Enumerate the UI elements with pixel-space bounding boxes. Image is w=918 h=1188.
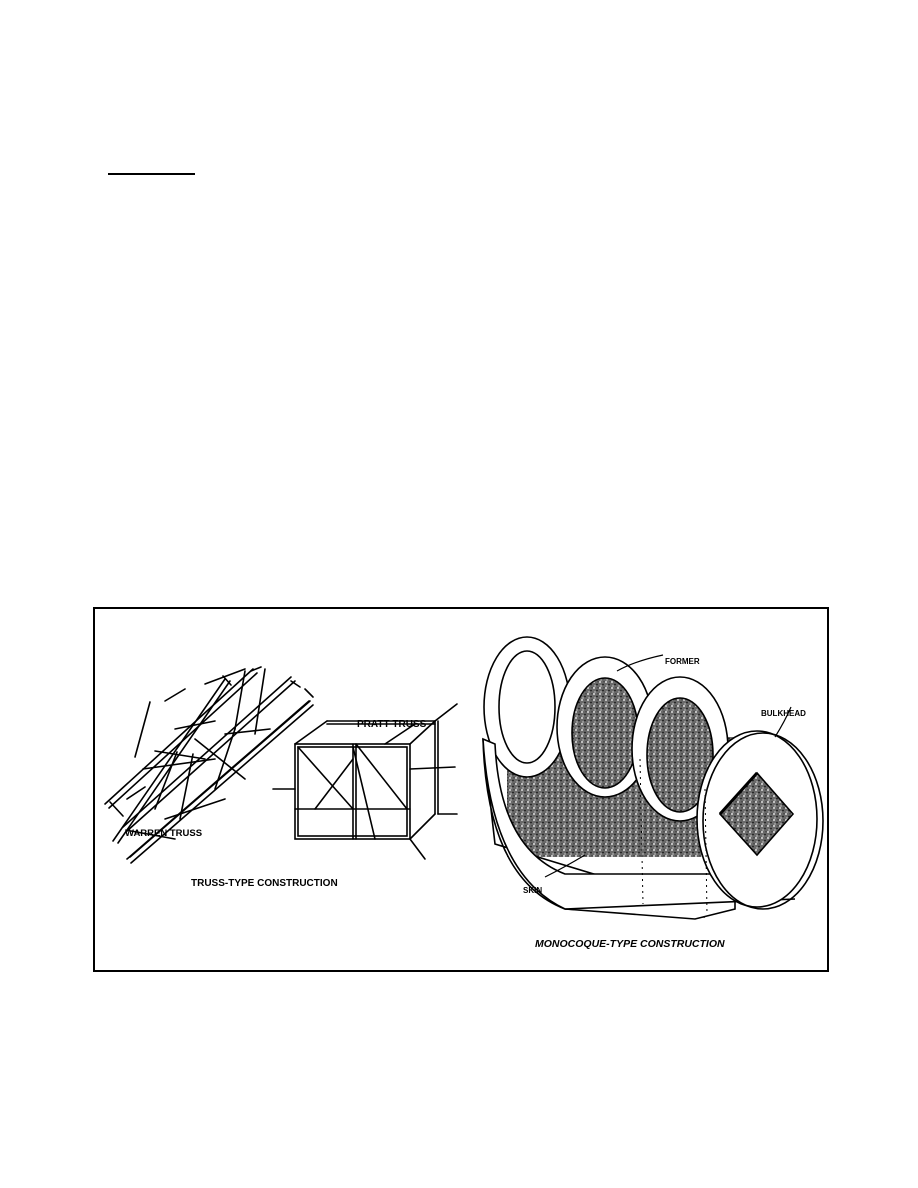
label-former: FORMER: [665, 657, 700, 666]
label-bulkhead: BULKHEAD: [761, 709, 806, 718]
label-monocoque-caption: MONOCOQUE-TYPE CONSTRUCTION: [535, 938, 725, 950]
figure-frame: [93, 607, 829, 972]
label-pratt-truss: PRATT TRUSS: [357, 719, 427, 730]
label-truss-caption: TRUSS-TYPE CONSTRUCTION: [191, 878, 338, 889]
label-warren-truss: WARREN TRUSS: [125, 828, 203, 839]
figure-drawing: [95, 609, 827, 970]
monocoque-drawing: [483, 637, 823, 919]
heading-rule: [108, 173, 195, 175]
label-skin: SKIN: [523, 886, 543, 895]
